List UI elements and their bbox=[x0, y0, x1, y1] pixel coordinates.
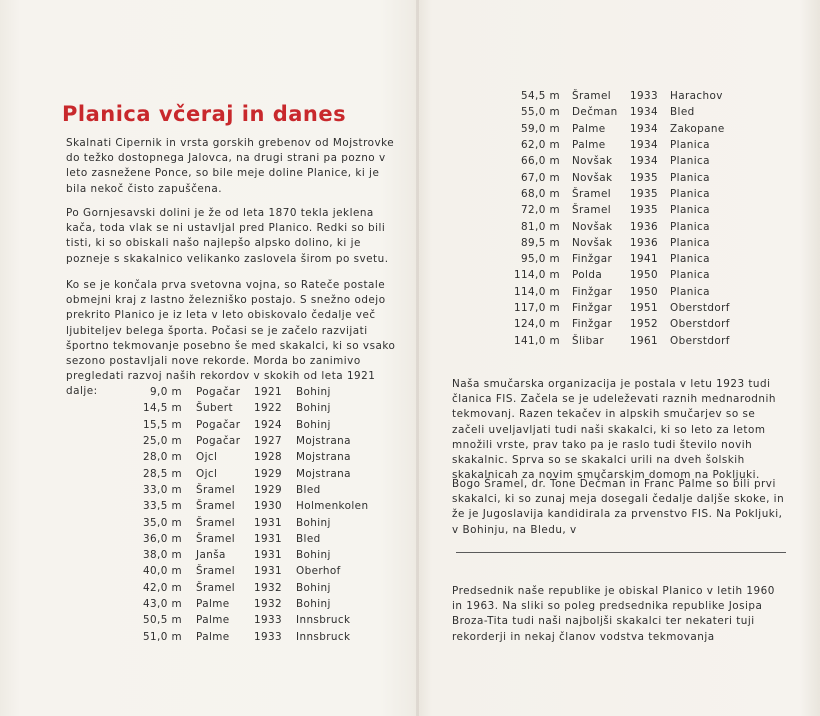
record-location: Planica bbox=[670, 204, 710, 217]
record-year: 1931 bbox=[254, 549, 283, 562]
records-table-left bbox=[118, 384, 368, 645]
record-jumper: Palme bbox=[196, 598, 230, 610]
record-distance: 33,5 m bbox=[143, 500, 182, 513]
intro-paragraph: Skalnati Cipernik in vrsta gorskih grebenov od Mojstrovke do težko dostopnega Jalovca, na drugi strani pa pozno v leto zasnežene Ponce, so bile meje doline Planice, ki je bila nekoč čisto zapuščena. bbox=[66, 137, 395, 195]
record-year: 1931 bbox=[254, 516, 283, 529]
record-location: Mojstrana bbox=[296, 467, 351, 480]
record-distance: 35,0 m bbox=[143, 516, 182, 529]
record-jumper: Dečman bbox=[572, 106, 618, 119]
record-location: Planica bbox=[670, 253, 710, 266]
record-row bbox=[118, 580, 368, 596]
record-distance: 43,0 m bbox=[143, 598, 182, 610]
record-year: 1924 bbox=[254, 418, 283, 431]
record-jumper: Novšak bbox=[572, 155, 613, 168]
record-location: Planica bbox=[670, 236, 710, 249]
record-year: 1950 bbox=[630, 269, 659, 282]
record-distance: 40,0 m bbox=[143, 565, 182, 578]
record-distance: 95,0 m bbox=[521, 253, 560, 266]
record-year: 1933 bbox=[254, 630, 283, 643]
record-distance: 54,5 m bbox=[521, 90, 560, 103]
record-jumper: Novšak bbox=[572, 171, 613, 184]
record-year: 1935 bbox=[630, 171, 659, 184]
record-jumper: Finžgar bbox=[572, 253, 613, 266]
record-distance: 81,0 m bbox=[521, 220, 560, 233]
record-location: Planica bbox=[670, 155, 710, 168]
record-jumper: Finžgar bbox=[572, 318, 613, 331]
record-year: 1935 bbox=[630, 204, 659, 217]
record-jumper: Šramel bbox=[196, 532, 236, 545]
record-distance: 38,0 m bbox=[143, 549, 182, 562]
record-jumper: Palme bbox=[196, 630, 230, 643]
record-distance: 89,5 m bbox=[521, 236, 560, 249]
record-distance: 72,0 m bbox=[521, 204, 560, 217]
record-jumper: Finžgar bbox=[572, 285, 613, 298]
record-year: 1929 bbox=[254, 483, 283, 496]
record-location: Oberstdorf bbox=[670, 334, 730, 347]
first-jumpers-paragraph: Bogo Šramel, dr. Tone Dečman in Franc Palme so bili prvi skakalci, ki so zunaj meja dosegali čedalje daljše skoke, in že je Jugoslavija kandidirala za prvenstvo FIS. Na Pokljuki, v Bohinju, na Bledu, v bbox=[452, 478, 785, 536]
record-year: 1922 bbox=[254, 402, 283, 415]
record-location: Bohinj bbox=[296, 598, 331, 610]
record-distance: 51,0 m bbox=[143, 630, 182, 643]
record-row bbox=[118, 384, 368, 400]
record-location: Bohinj bbox=[296, 386, 331, 399]
record-jumper: Šubert bbox=[196, 402, 233, 415]
record-distance: 42,0 m bbox=[143, 581, 182, 594]
record-jumper: Novšak bbox=[572, 220, 613, 233]
record-year: 1935 bbox=[630, 187, 659, 200]
record-row bbox=[512, 137, 730, 153]
record-row bbox=[118, 612, 368, 628]
record-distance: 33,0 m bbox=[143, 483, 182, 496]
record-location: Oberstdorf bbox=[670, 302, 730, 314]
record-year: 1927 bbox=[254, 435, 283, 448]
record-row bbox=[118, 482, 368, 498]
record-jumper: Šramel bbox=[196, 581, 236, 594]
record-row bbox=[512, 186, 730, 202]
record-row bbox=[118, 498, 368, 514]
record-jumper: Šramel bbox=[196, 500, 236, 513]
record-jumper: Palme bbox=[572, 139, 606, 152]
record-distance: 28,0 m bbox=[143, 451, 182, 464]
record-location: Bled bbox=[670, 106, 695, 119]
record-jumper: Šramel bbox=[196, 516, 236, 529]
record-row bbox=[512, 251, 730, 267]
record-distance: 25,0 m bbox=[143, 435, 182, 448]
record-location: Planica bbox=[670, 269, 710, 282]
record-year: 1929 bbox=[254, 467, 283, 480]
record-jumper: Janša bbox=[196, 549, 226, 562]
record-location: Planica bbox=[670, 187, 710, 200]
record-jumper: Šramel bbox=[572, 187, 612, 200]
record-location: Bohinj bbox=[296, 516, 331, 529]
record-jumper: Ojcl bbox=[196, 467, 218, 480]
record-distance: 114,0 m bbox=[514, 285, 560, 298]
record-jumper: Polda bbox=[572, 269, 603, 282]
record-year: 1952 bbox=[630, 318, 659, 331]
record-location: Bohinj bbox=[296, 581, 331, 594]
record-jumper: Šramel bbox=[196, 483, 236, 496]
record-row bbox=[512, 235, 730, 251]
record-jumper: Šramel bbox=[572, 90, 612, 103]
record-row bbox=[512, 300, 730, 316]
record-distance: 15,5 m bbox=[143, 418, 182, 431]
record-distance: 66,0 m bbox=[521, 155, 560, 168]
page-title: Planica včeraj in danes bbox=[62, 102, 347, 126]
record-row bbox=[118, 596, 368, 612]
record-row bbox=[118, 400, 368, 416]
record-location: Zakopane bbox=[670, 122, 725, 135]
record-year: 1961 bbox=[630, 334, 659, 347]
record-row bbox=[118, 531, 368, 547]
record-jumper: Novšak bbox=[572, 236, 613, 249]
records-intro-paragraph: Ko se je končala prva svetovna vojna, so Rateče postale obmejni kraj z lastno železniško postajo. S snežno odejo prekrito Planico je iz leta v leto obiskovalo čedalje več ljubiteljev belega športa. Počasi se je začelo razvijati športno tekmovanje posebno še med skakalci, ki so vsako sezono postavljali nove rekorde. Morda bo zanimivo pregledati razvoj naših rekordov v skokih od leta 1921 dalje: bbox=[66, 279, 396, 398]
record-year: 1936 bbox=[630, 220, 659, 233]
record-location: Innsbruck bbox=[296, 614, 351, 627]
record-year: 1921 bbox=[254, 386, 283, 399]
record-distance: 67,0 m bbox=[521, 171, 560, 184]
page-fold bbox=[416, 0, 419, 716]
record-row bbox=[118, 433, 368, 449]
record-location: Mojstrana bbox=[296, 451, 351, 464]
record-year: 1933 bbox=[254, 614, 283, 627]
record-jumper: Šramel bbox=[196, 565, 236, 578]
record-year: 1930 bbox=[254, 500, 283, 513]
record-row bbox=[512, 88, 730, 104]
record-row bbox=[118, 628, 368, 644]
record-row bbox=[512, 267, 730, 283]
record-row bbox=[512, 121, 730, 137]
record-row bbox=[118, 465, 368, 481]
record-location: Innsbruck bbox=[296, 630, 351, 643]
record-location: Bled bbox=[296, 532, 321, 545]
record-location: Oberstdorf bbox=[670, 318, 730, 331]
record-year: 1931 bbox=[254, 565, 283, 578]
record-location: Bohinj bbox=[296, 549, 331, 562]
fis-paragraph: Naša smučarska organizacija je postala v letu 1923 tudi članica FIS. Začela se je udeleževati raznih mednarodnih tekmovanj. Razen tekačev in alpskih smučarjev so se začeli uveljavljati tudi naši skakalci, ki so leto za letom množili vrste, prav tako pa je raslo tudi število novih skakalnic. Sprva so se skakalci urili na dveh šolskih skakalnicah za novim smučarskim domom na Pokljuki. bbox=[452, 378, 776, 482]
record-row bbox=[512, 202, 730, 218]
record-row bbox=[512, 218, 730, 234]
record-year: 1933 bbox=[630, 90, 659, 103]
record-distance: 50,5 m bbox=[143, 614, 182, 627]
record-jumper: Pogačar bbox=[196, 386, 241, 399]
photo-caption: Predsednik naše republike je obiskal Planico v letih 1960 in 1963. Na sliki so poleg predsednika republike Josipa Broza-Tita tudi naši najboljši skakalci ter nekateri tuji rekorderji in nekaj članov vodstva tekmovanja bbox=[452, 585, 775, 643]
record-distance: 36,0 m bbox=[143, 532, 182, 545]
record-row bbox=[118, 449, 368, 465]
record-location: Planica bbox=[670, 171, 710, 184]
record-location: Oberhof bbox=[296, 565, 341, 578]
record-distance: 9,0 m bbox=[150, 386, 182, 399]
record-jumper: Šramel bbox=[572, 204, 612, 217]
record-row bbox=[118, 547, 368, 563]
record-jumper: Ojcl bbox=[196, 451, 218, 464]
records-table-right bbox=[512, 88, 730, 349]
record-location: Mojstrana bbox=[296, 435, 351, 448]
record-jumper: Šlibar bbox=[572, 334, 605, 347]
record-jumper: Palme bbox=[196, 614, 230, 627]
record-distance: 117,0 m bbox=[514, 302, 560, 314]
record-year: 1934 bbox=[630, 122, 659, 135]
record-year: 1932 bbox=[254, 581, 283, 594]
record-distance: 124,0 m bbox=[514, 318, 560, 331]
record-distance: 14,5 m bbox=[143, 402, 182, 415]
record-year: 1934 bbox=[630, 155, 659, 168]
record-row bbox=[118, 514, 368, 530]
record-distance: 141,0 m bbox=[514, 334, 560, 347]
record-row bbox=[512, 153, 730, 169]
record-jumper: Pogačar bbox=[196, 435, 241, 448]
record-year: 1931 bbox=[254, 532, 283, 545]
record-distance: 28,5 m bbox=[143, 467, 182, 480]
record-row bbox=[512, 104, 730, 120]
record-year: 1941 bbox=[630, 253, 659, 266]
record-row bbox=[512, 332, 730, 348]
record-distance: 55,0 m bbox=[521, 106, 560, 119]
record-year: 1934 bbox=[630, 139, 659, 152]
photo-divider-line bbox=[456, 552, 786, 553]
record-row bbox=[512, 316, 730, 332]
record-location: Bohinj bbox=[296, 402, 331, 415]
record-jumper: Pogačar bbox=[196, 418, 241, 431]
record-jumper: Palme bbox=[572, 122, 606, 135]
record-year: 1951 bbox=[630, 302, 659, 314]
record-distance: 62,0 m bbox=[521, 139, 560, 152]
railway-paragraph: Po Gornjesavski dolini je že od leta 1870 tekla jeklena kača, toda vlak se ni ustavljal pred Planico. Redki so bili tisti, ki so obiskali našo najlepšo alpsko dolino, ki je pozneje s skakalnico velikanko zaslovela širom po svetu. bbox=[66, 207, 389, 265]
record-row bbox=[118, 417, 368, 433]
record-location: Holmenkolen bbox=[296, 500, 369, 513]
record-row bbox=[118, 563, 368, 579]
record-year: 1928 bbox=[254, 451, 283, 464]
record-location: Harachov bbox=[670, 90, 723, 103]
record-distance: 68,0 m bbox=[521, 187, 560, 200]
record-row bbox=[512, 284, 730, 300]
record-year: 1934 bbox=[630, 106, 659, 119]
record-location: Planica bbox=[670, 139, 710, 152]
record-year: 1950 bbox=[630, 285, 659, 298]
record-jumper: Finžgar bbox=[572, 302, 613, 314]
record-location: Planica bbox=[670, 220, 710, 233]
record-row bbox=[512, 169, 730, 185]
record-location: Bohinj bbox=[296, 418, 331, 431]
record-year: 1932 bbox=[254, 598, 283, 610]
record-distance: 59,0 m bbox=[521, 122, 560, 135]
record-distance: 114,0 m bbox=[514, 269, 560, 282]
record-location: Planica bbox=[670, 285, 710, 298]
record-year: 1936 bbox=[630, 236, 659, 249]
record-location: Bled bbox=[296, 483, 321, 496]
